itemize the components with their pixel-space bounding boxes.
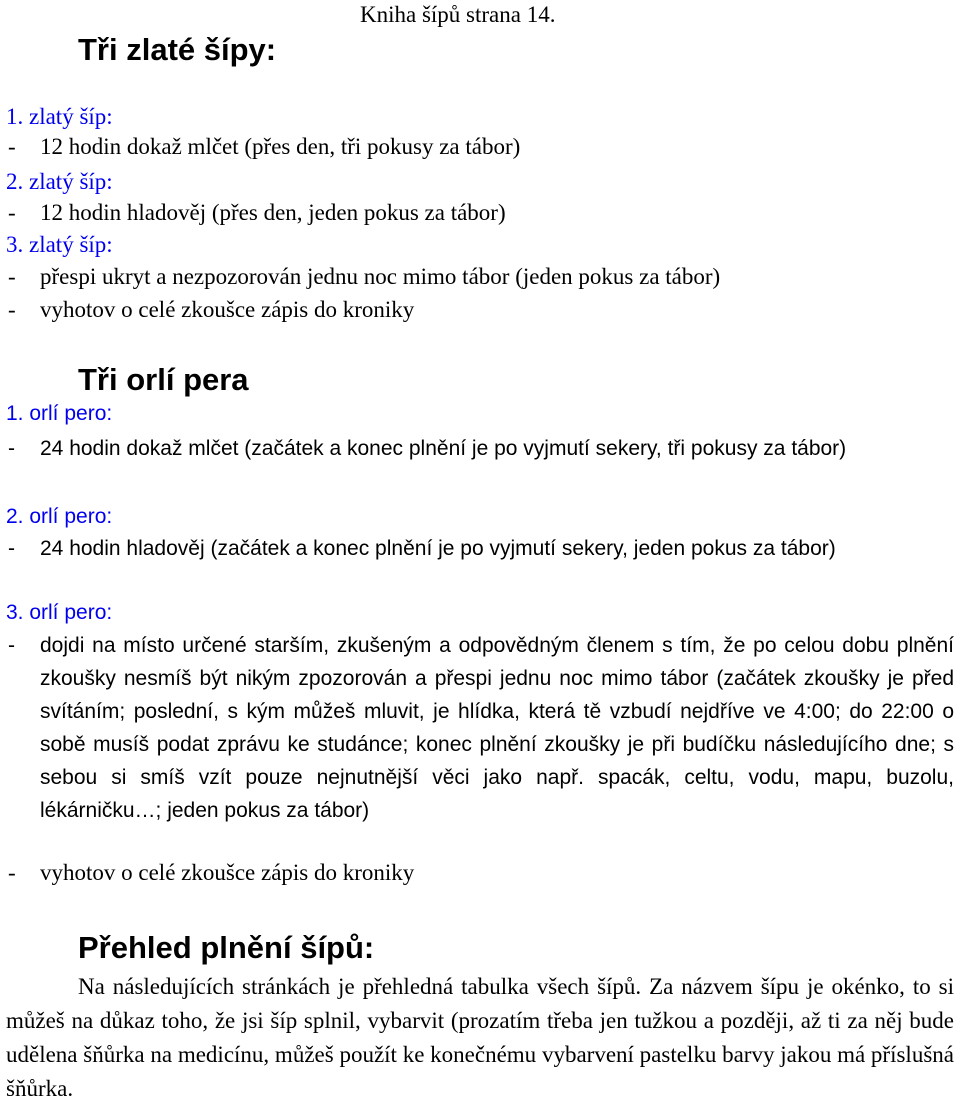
bullet-text: dojdi na místo určené starším, zkušeným a odpovědným členem s tím, že po celou dobu plnění zkoušky nesmíš být nikým zpozorován a přespi jednu noc mimo tábor (začátek zkoušky je před svítáním; poslední, s kým můžeš mluvit, je hlídka, která tě vzbudí nejdříve ve 4:00; do 22:00 o sobě musíš podat zprávu ke studánce; konec plnění zkoušky je při budíčku následujícího dne; s sebou si smíš vzít pouze nejnutnější věci jako např. spacák, celtu, vodu, mapu, buzolu, lékárničku…; jeden pokus za tábor) xyxy=(40,634,954,822)
bullet-dash: - xyxy=(8,634,15,657)
page-reference-note: Kniha šípů strana 14. xyxy=(360,2,556,27)
eagle-feather-3-label: 3. orlí pero: xyxy=(6,601,113,624)
golden-arrow-1-bullet xyxy=(0,130,960,163)
eagle-feather-1-bullet xyxy=(0,432,960,498)
bullet-dash: - xyxy=(8,860,16,885)
bullet-text: 12 hodin dokaž mlčet (přes den, tři pokusy za tábor) xyxy=(40,134,521,159)
bullet-dash: - xyxy=(8,200,16,225)
section-title-golden-arrows: Tři zlaté šípy: xyxy=(78,32,277,67)
eagle-feather-3-bullet-1 xyxy=(0,629,960,860)
golden-arrow-2-bullet xyxy=(0,196,960,229)
bullet-text: 24 hodin dokaž mlčet (začátek a konec plnění je po vyjmutí sekery, tři pokusy za tábor) xyxy=(40,437,847,460)
bullet-dash: - xyxy=(8,537,15,560)
golden-arrow-3-bullet-2 xyxy=(0,293,960,326)
overview-paragraph: Na následujících stránkách je přehledná tabulka všech šípů. Za názvem šípu je okénko, to si můžeš na důkaz toho, že jsi šíp splnil, vybarvit (prozatím třeba jen tužkou a později, až ti za něj bude udělena šňůrka na medicínu, můžeš použít ke konečnému vybarvení pastelku barvy jakou má příslušná šňůrka. xyxy=(6,974,954,1101)
golden-arrow-1-label: 1. zlatý šíp: xyxy=(6,104,113,129)
eagle-feather-2-bullet xyxy=(0,532,960,598)
bullet-dash: - xyxy=(8,134,16,159)
golden-arrow-3-label: 3. zlatý šíp: xyxy=(6,232,113,257)
eagle-feather-2-label: 2. orlí pero: xyxy=(6,505,113,528)
section-title-eagle-feathers: Tři orlí pera xyxy=(78,362,249,397)
bullet-text: vyhotov o celé zkoušce zápis do kroniky xyxy=(40,297,415,322)
bullet-dash: - xyxy=(8,437,15,460)
golden-arrow-3-bullet-1 xyxy=(0,260,960,293)
eagle-feather-1-label: 1. orlí pero: xyxy=(6,402,113,425)
bullet-text: 12 hodin hladověj (přes den, jeden pokus za tábor) xyxy=(40,200,506,225)
bullet-text: přespi ukryt a nezpozorován jednu noc mimo tábor (jeden pokus za tábor) xyxy=(40,264,721,289)
golden-arrow-2-label: 2. zlatý šíp: xyxy=(6,169,113,194)
bullet-text: 24 hodin hladověj (začátek a konec plnění je po vyjmutí sekery, jeden pokus za tábor) xyxy=(40,537,836,560)
bullet-dash: - xyxy=(8,264,16,289)
section-title-arrow-overview: Přehled plnění šípů: xyxy=(78,930,375,965)
eagle-feather-3-bullet-2 xyxy=(0,856,960,889)
bullet-text: vyhotov o celé zkoušce zápis do kroniky xyxy=(40,860,415,885)
bullet-dash: - xyxy=(8,297,16,322)
